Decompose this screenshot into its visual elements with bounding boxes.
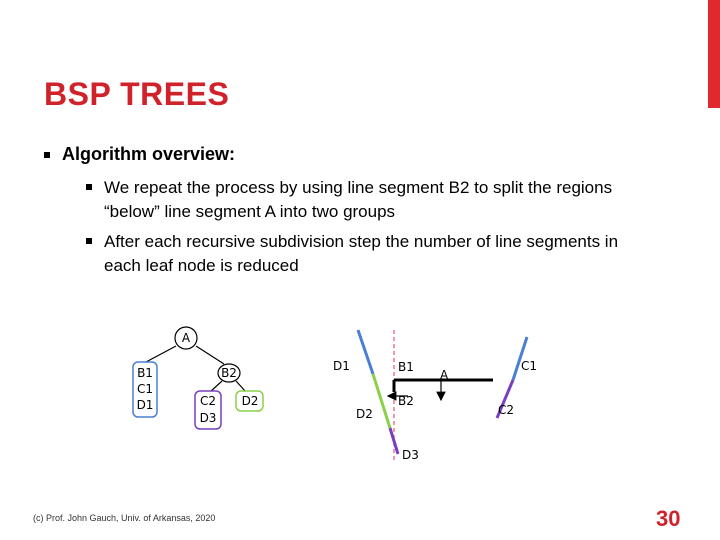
tree-leaf-item: C2	[199, 394, 217, 408]
segment-label-c1: C1	[521, 359, 538, 373]
slide-title: BSP TREES	[44, 76, 230, 112]
sub-bullet-2-text: After each recursive subdivision step the number of line segments in each leaf node is reduced	[104, 232, 619, 275]
segment-label-d2: D2	[356, 407, 373, 421]
sub-bullet-1-text: We repeat the process by using line segment B2 to split the regions “below” line segment A into two groups	[104, 178, 613, 221]
segment-label-b2: B2	[398, 394, 414, 408]
segment-d2	[373, 374, 390, 428]
segment-label-d1: D1	[333, 359, 350, 373]
tree-leaf-item: D2	[241, 394, 259, 408]
segment-label-d3: D3	[402, 448, 419, 462]
tree-leaf-item: B1	[137, 366, 153, 380]
tree-leaf-item: D3	[199, 411, 217, 425]
tree-node-root-label: A	[181, 331, 191, 345]
segment-label-c2: C2	[498, 403, 515, 417]
bsp-tree-diagram	[133, 327, 263, 429]
page-number: 30	[656, 506, 681, 531]
segment-label-a: A	[440, 368, 449, 382]
tree-node-b2-label: B2	[221, 366, 237, 380]
footer-credit: (c) Prof. John Gauch, Univ. of Arkansas, 2020	[33, 513, 216, 523]
tree-leaf-item: C1	[136, 382, 154, 396]
segment-diagram	[333, 330, 537, 462]
tree-edge	[196, 346, 224, 364]
segment-label-b1: B1	[398, 360, 414, 374]
segment-d1	[358, 330, 373, 374]
bullet-main-text: Algorithm overview:	[62, 144, 236, 164]
tree-edge	[146, 346, 176, 362]
tree-leaf-item: D1	[136, 398, 154, 412]
